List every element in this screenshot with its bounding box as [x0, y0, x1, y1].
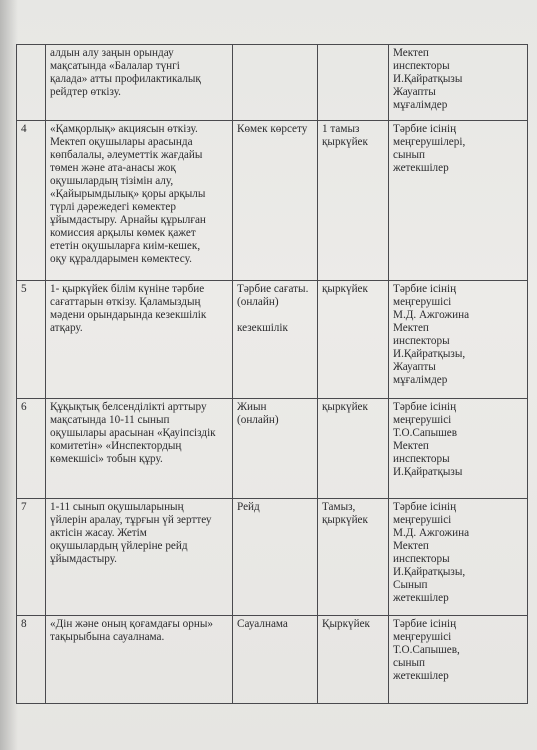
form-cell: Көмек көрсету [233, 121, 318, 281]
row-number: 8 [17, 616, 46, 704]
form-cell [233, 45, 318, 121]
row-number: 6 [17, 399, 46, 499]
activity-cell: «Қамқорлық» акциясын өткізу. Мектеп оқушылары арасында көпбалалы, әлеуметтік жағдайы төмен және ата-анасы жоқ оқушылардың тізімін алу, «Қайырымдылық» қоры арқылы түрлі дәрежедегі көмектер ұйымдастыру. Арнайы құрылған комиссия арқылы көмек қажет ететін оқушыларға киім-кешек, оқу құралдарымен көмектесу. [46, 121, 233, 281]
responsible-cell: Тәрбие ісінің меңгерушісі Т.О.Сапышев Мектеп инспекторы И.Қайратқызы [389, 399, 528, 499]
form-cell: Рейд [233, 499, 318, 616]
responsible-cell: Тәрбие ісінің меңгерушісі М.Д. Ажгожина Мектеп инспекторы И.Қайратқызы, Сынып жетекшілер [389, 499, 528, 616]
activity-cell: «Дін және оның қоғамдағы орны» тақырыбына сауалнама. [46, 616, 233, 704]
row-number: 4 [17, 121, 46, 281]
plan-table [16, 44, 528, 704]
table-row [17, 399, 528, 499]
time-cell: Тамыз, қыркүйек [318, 499, 389, 616]
row-number: 7 [17, 499, 46, 616]
row-number [17, 45, 46, 121]
time-cell: 1 тамыз қыркүйек [318, 121, 389, 281]
time-cell: Қыркүйек [318, 616, 389, 704]
activity-cell: Құқықтық белсенділікті арттыру мақсатында 10-11 сынып оқушылары арасынан «Қауіпсіздік комитетін» «Инспектордың көмекшісі» тобын құру. [46, 399, 233, 499]
time-cell: қыркүйек [318, 399, 389, 499]
table-row [17, 121, 528, 281]
activity-cell: 1- қыркүйек білім күніне тәрбие сағаттарын өткізу. Қаламыздың мәдени орындарында кезекшілік атқару. [46, 281, 233, 399]
time-cell: қыркүйек [318, 281, 389, 399]
time-cell [318, 45, 389, 121]
activity-cell: алдын алу заңын орындау мақсатында «Балалар түнгі қалада» атты профилактикалық рейдтер өткізу. [46, 45, 233, 121]
responsible-cell: Тәрбие ісінің меңгерушісі М.Д. Ажгожина Мектеп инспекторы И.Қайратқызы, Жауапты мұғалімдер [389, 281, 528, 399]
responsible-cell: Тәрбие ісінің меңгерушісі Т.О.Сапышев, сынып жетекшілер [389, 616, 528, 704]
table-row [17, 45, 528, 121]
table-row [17, 616, 528, 704]
form-cell: Сауалнама [233, 616, 318, 704]
responsible-cell: Тәрбие ісінің меңгерушілері, сынып жетекшілер [389, 121, 528, 281]
table-row [17, 499, 528, 616]
table-row [17, 281, 528, 399]
activity-cell: 1-11 сынып оқушыларының үйлерін аралау, тұрғын үй зерттеу актісін жасау. Жетім оқушылардың үйлеріне рейд ұйымдастыру. [46, 499, 233, 616]
form-cell: Жиын (онлайн) [233, 399, 318, 499]
row-number: 5 [17, 281, 46, 399]
responsible-cell: Мектеп инспекторы И.Қайратқызы Жауапты мұғалімдер [389, 45, 528, 121]
form-cell: Тәрбие сағаты. (онлайн) кезекшілік [233, 281, 318, 399]
